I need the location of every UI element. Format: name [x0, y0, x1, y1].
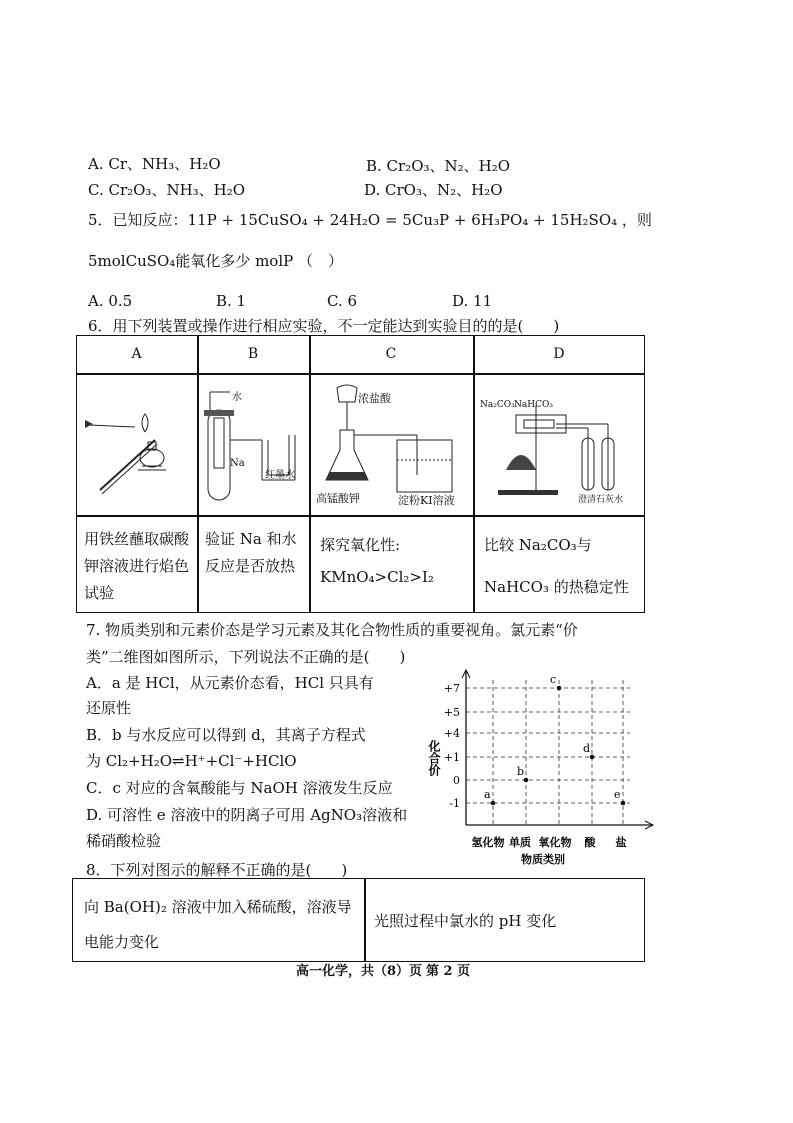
q7-option-a2: 还原性	[86, 699, 132, 717]
q7-stem-line2: 类”二维图如图所示，下列说法不正确的是( )	[86, 648, 406, 666]
data-point-a	[491, 801, 496, 806]
data-point-e	[621, 801, 626, 806]
x-category-label: 氢化物	[471, 836, 505, 849]
y-tick-label: -1	[449, 797, 460, 810]
q6-desc-c1: 探究氧化性:	[320, 536, 401, 554]
q7-option-a1: A．a 是 HCl，从元素价态看，HCl 只具有	[86, 674, 374, 692]
q6-header-b: B	[247, 346, 259, 362]
data-point-d	[590, 755, 595, 760]
q8-right: 光照过程中氯水的 pH 变化	[374, 912, 557, 930]
q6-desc-b: 验证 Na 和水反应是否放热	[205, 530, 297, 575]
c-acid-label: 浓盐酸	[358, 392, 391, 405]
d-lime-label: 澄清石灰水	[578, 495, 624, 505]
q5-option-b: B. 1	[216, 292, 247, 310]
q6-desc-d1: 比较 Na₂CO₃与	[484, 536, 592, 554]
y-tick-label: +4	[443, 727, 460, 740]
q6-header-c: C	[385, 346, 397, 362]
d-nahco3-label: NaHCO₃	[514, 400, 553, 410]
y-tick-label: +7	[443, 682, 460, 695]
q5-option-a: A. 0.5	[88, 292, 133, 310]
q7-stem-line1: 7. 物质类别和元素价态是学习元素及其化合物性质的重要视角。氯元素“价	[86, 621, 578, 639]
c-kmno4-label: 高锰酸钾	[316, 492, 360, 505]
q7-option-d2: 稀硝酸检验	[86, 832, 162, 850]
x-category-label: 氧化物	[538, 836, 572, 849]
data-point-b	[524, 778, 529, 783]
q7-option-b2: 为 Cl₂+H₂O⇌H⁺+Cl⁻+HClO	[86, 752, 297, 770]
q6-desc-a: 用铁丝蘸取碳酸钾溶液进行焰色试验	[84, 530, 190, 602]
point-label-b: b	[517, 765, 525, 778]
q5-stem-line1: 5．已知反应：11P + 15CuSO₄ + 24H₂O = 5Cu₃P + 6H₃PO₄ + 15H₂SO₄ ，则	[88, 211, 652, 229]
q6-desc-d2: NaHCO₃ 的热稳定性	[484, 578, 629, 596]
q8-left-line1: 向 Ba(OH)₂ 溶液中加入稀硫酸，溶液导	[84, 898, 352, 916]
x-category-label: 酸	[584, 836, 596, 849]
valence-class-chart	[418, 660, 668, 865]
q6-header-d: D	[553, 346, 565, 362]
q6-header-a: A	[131, 346, 142, 362]
y-tick-label: +1	[443, 751, 460, 764]
footer-total-pages: 高一化学，共（8）页	[296, 964, 423, 979]
q4-option-d: D. CrO₃、N₂、H₂O	[364, 181, 503, 199]
q4-option-b: B. Cr₂O₃、N₂、H₂O	[366, 157, 511, 175]
q7-option-b1: B．b 与水反应可以得到 d，其离子方程式	[86, 726, 366, 744]
point-label-e: e	[614, 788, 621, 801]
point-label-d: d	[583, 742, 591, 755]
x-category-label: 盐	[615, 836, 627, 849]
c-ki-label: 淀粉KI溶液	[398, 494, 455, 507]
point-label-c: c	[550, 673, 557, 686]
x-axis-label: 物质类别	[521, 853, 565, 865]
q5-option-c: C. 6	[327, 292, 358, 310]
q5-option-d: D. 11	[452, 292, 493, 310]
q5-stem-line2: 5molCuSO₄能氧化多少 molP （ ）	[88, 252, 344, 270]
y-tick-label: +5	[443, 706, 460, 719]
q4-option-c: C. Cr₂O₃、NH₃、H₂O	[88, 181, 246, 199]
y-axis-label: 化合价	[427, 740, 441, 776]
point-label-a: a	[484, 788, 491, 801]
apparatus-a-flame-test	[80, 380, 195, 510]
q6-desc-c2: KMnO₄>Cl₂>I₂	[320, 568, 434, 586]
b-na-label: Na	[230, 458, 245, 469]
q7-option-d1: D. 可溶性 e 溶液中的阴离子可用 AgNO₃溶液和	[86, 806, 408, 824]
q7-option-c: C．c 对应的含氧酸能与 NaOH 溶液发生反应	[86, 779, 393, 797]
footer-page-number: 第 2 页	[426, 964, 471, 979]
q8-left-line2: 电能力变化	[84, 933, 160, 951]
q6-stem: 6．用下列装置或操作进行相应实验，不一定能达到实验目的的是( )	[88, 317, 560, 335]
q4-option-a: A. Cr、NH₃、H₂O	[88, 155, 221, 173]
apparatus-b-na-water	[200, 380, 308, 510]
y-tick-label: 0	[453, 774, 460, 787]
data-point-c	[557, 686, 562, 691]
b-water-label: 水	[232, 392, 242, 403]
b-ink-label: 红墨水	[265, 470, 295, 481]
d-na2co3-label: Na₂CO₃	[480, 400, 515, 410]
q8-stem: 8．下列对图示的解释不正确的是( )	[86, 861, 348, 879]
x-category-label: 单质	[509, 836, 531, 849]
